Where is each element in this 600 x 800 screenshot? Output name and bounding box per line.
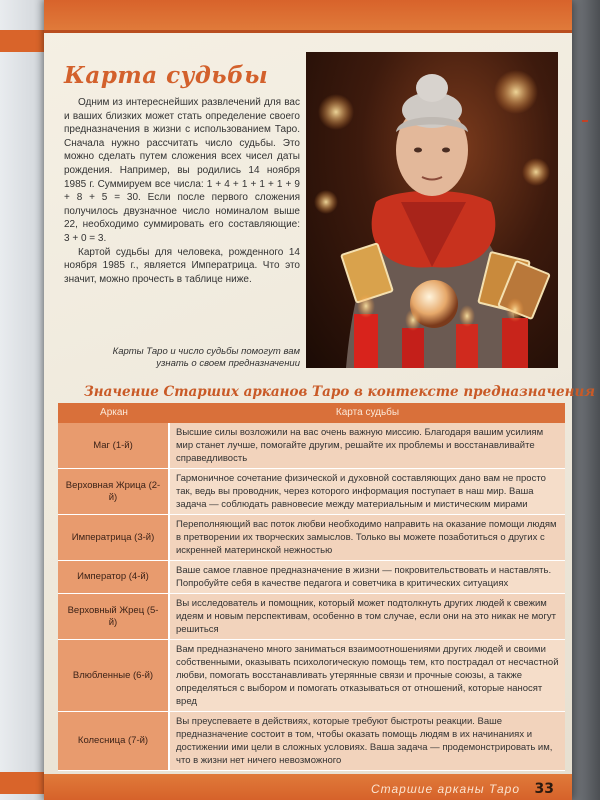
arcana-table xyxy=(58,403,565,771)
arcana-cell: Маг (1-й) xyxy=(58,423,170,468)
arcana-cell: Влюбленные (6-й) xyxy=(58,640,170,711)
photo-caption: Карты Таро и число судьбы помогут вам узнать о своем предназначении xyxy=(112,346,300,369)
arcana-cell: Императрица (3-й) xyxy=(58,515,170,560)
page-title: Карта судьбы xyxy=(64,62,269,89)
meaning-cell: Вам предназначено много заниматься взаимоотношениями других людей и своими собственными, оказывать психологическую помощь тем, кто пострадал от несчастной любви, помогать восстанавливать утерянные связи и прочные союзы, а также определяться с выбором и помогать отказываться от отношений, которые наносят вред xyxy=(170,640,565,711)
header-destiny: Карта судьбы xyxy=(335,407,400,418)
top-decorative-band xyxy=(44,0,572,30)
intro-text xyxy=(64,96,300,286)
background-edge xyxy=(570,0,600,800)
meaning-cell: Высшие силы возложили на вас очень важную миссию. Благодаря вашим усилиям мир станет лучше, помогайте другим, решайте их проблемы и восстанавливайте справедливость xyxy=(170,423,565,468)
arcana-cell: Верховная Жрица (2-й) xyxy=(58,469,170,514)
meaning-cell: Переполняющий вас поток любви необходимо направить на оказание помощи людям в претворении их творческих замыслов. Только вы можете позаботиться о других с искренней материнской нежностью xyxy=(170,515,565,560)
table-row xyxy=(58,561,565,594)
page-number: 33 xyxy=(534,781,554,797)
book-page xyxy=(44,0,596,800)
meaning-cell: Вы исследователь и помощник, который может подтолкнуть других людей к свежим идеям и новым перспективам, особенно в том случае, если они на это никак не могут решиться xyxy=(170,594,565,639)
footer-section-title: Старшие арканы Таро xyxy=(370,782,520,796)
arcana-cell: Верховный Жрец (5-й) xyxy=(58,594,170,639)
arcana-cell: Колесница (7-й) xyxy=(58,712,170,770)
table-header xyxy=(58,403,565,423)
intro-paragraph-2: Картой судьбы для человека, рожденного 14 ноября 1985 г., является Императрица. Что это значит, можно прочесть в таблице ниже. xyxy=(64,246,300,285)
fortune-teller-photo xyxy=(306,52,558,368)
meaning-cell: Вы преуспеваете в действиях, которые требуют быстроты реакции. Ваше предназначение состоит в том, чтобы оказать помощь людям в их начинаниях и достижении ими цели в сложных условиях. Ваша задача — продемонстрировать им, что в жизни нет ничего невозможного xyxy=(170,712,565,770)
table-row xyxy=(58,712,565,771)
arcana-cell: Император (4-й) xyxy=(58,561,170,593)
footer-band xyxy=(44,774,572,800)
meaning-cell: Гармоничное сочетание физической и духовной составляющих дано вам не просто так, ведь вы проводник, через которого информация поступает в наш мир. Ваша задача — соблюдать равновесие между материальным и мистическим мирами xyxy=(170,469,565,514)
fortune-teller-illustration xyxy=(306,52,558,368)
intro-paragraph-1: Одним из интереснейших развлечений для вас и ваших близких может стать определение своего предназначения в жизни с использованием Таро. Сначала нужно рассчитать число судьбы. Это можно сделать путем сложения всех чисел даты рождения. Например, вы родились 14 ноября 1985 г. Суммируем все числа: 1 + 4 + 1 + 1 + 1 + 9 + 8 + 5 = 30. Если после первого сложения получилось двузначное число номиналом выше 22, необходимо суммировать его составляющие: 3 + 0 = 3. xyxy=(64,97,300,244)
table-row xyxy=(58,640,565,712)
table-title: Значение Старших арканов Таро в контексте предназначения xyxy=(84,384,596,400)
adjacent-page-stripes xyxy=(0,0,48,800)
header-arcana: Аркан xyxy=(100,407,128,418)
table-row xyxy=(58,515,565,561)
table-row xyxy=(58,594,565,640)
table-row xyxy=(58,423,565,469)
meaning-cell: Ваше самое главное предназначение в жизни — покровительствовать и наставлять. Попробуйте себя в качестве педагога и советчика в критических ситуациях xyxy=(170,561,565,593)
table-row xyxy=(58,469,565,515)
